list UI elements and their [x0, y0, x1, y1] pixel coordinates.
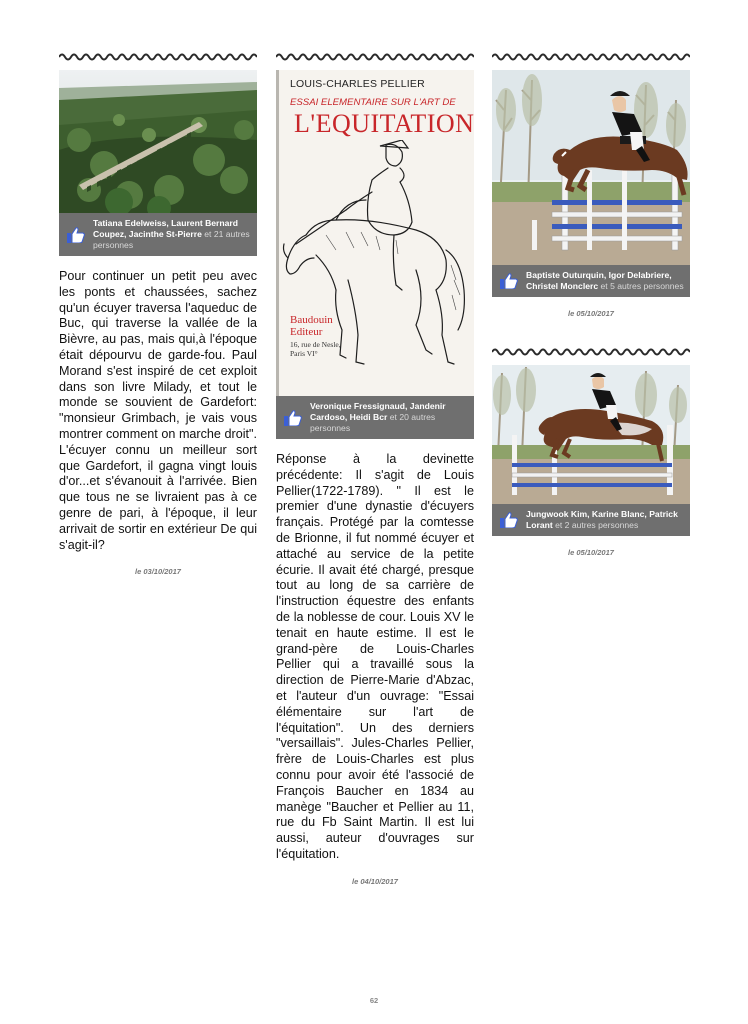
thumbs-up-icon[interactable]: [284, 410, 302, 426]
wave-divider: [492, 347, 690, 357]
likes-bar: [276, 396, 474, 439]
show-jumping-photo: [492, 70, 690, 265]
post-date: le 05/10/2017: [568, 309, 614, 318]
likes-more[interactable]: et 21 autres personnes: [93, 229, 250, 250]
likes-more[interactable]: et 5 autres personnes: [598, 281, 684, 291]
thumbs-up-icon[interactable]: [500, 273, 518, 289]
likes-more[interactable]: et 20 autres personnes: [310, 412, 436, 433]
likes-bar: [492, 504, 690, 536]
post-date: le 04/10/2017: [352, 876, 398, 886]
post-text: Pour continuer un petit peu avec les ponts et chaussées, sachez qu'un écuyer traversa l'aqueduc de Buc, qui traverse la vallée de la Bièvre, au pas, mais qui,à l'époque était dépourvu de garde-fou. Paul Morand s'est inspiré de cet exploit dans son livre Milady, et tout le monde se souvient de Gardefort: "monsieur Grimbach, je vais vous montrer comment on marche droit". L'écuyer connu un meilleur sort que Gardefort, il gagna vingt louis d'or...et s'évanouit à l'arrivée. Bien que tous ne se livraient pas à ce genre de pari, à l'époque, il leur arrivait de sortir en extérieur De qui s'agit-il?: [59, 269, 257, 552]
show-jumping-photo-2: [492, 365, 690, 504]
thumbs-up-icon[interactable]: [67, 227, 85, 243]
book-title: L'EQUITATION: [294, 109, 474, 138]
book-cover-photo: [276, 70, 474, 396]
book-subtitle: ESSAI ELEMENTAIRE SUR L'ART DE: [290, 97, 456, 108]
likes-more[interactable]: et 2 autres personnes: [552, 520, 639, 530]
post-text: Réponse à la devinette précédente: Il s'agit de Louis Pellier(1722-1789). " Il est le premier d'une dynastie d'écuyers français. Protégé par la comtesse de Brionne, il fut nommé écuyer et attaché au service de la petite écurie. Il avait été chargé, presque tout au long de sa carrière de l'instruction équestre des enfants de la noblesse de cour. Louis XV le tenait en haute estime. Il est le grand-père de Louis-Charles Pellier qui a travaillé sous la direction de Pierre-Marie d'Abzac, et l'auteur d'un ouvrage: "Essai élémentaire sur l'art de l'équitation". Un des derniers "versaillais". Jules-Charles Pellier, frère de Louis-Charles est plus connu pour avoir été l'associé de François Baucher en 1834 au manège "Baucher et Pellier au 11, rue du Fb Saint Martin. Il est lui aussi, auteur d'ouvrages sur l'équitation.: [276, 452, 474, 861]
wave-divider: [492, 52, 690, 62]
likes-names: Veronique Fressignaud, Jandenir Cardoso, Heidi Bcr: [310, 401, 446, 422]
likes-names: Tatiana Edelweiss, Laurent Bernard Coupez, Jacinthe St-Pierre: [93, 218, 239, 239]
wave-divider: [59, 52, 257, 62]
post-date: le 05/10/2017: [568, 548, 614, 557]
aqueduct-photo: [59, 70, 257, 213]
thumbs-up-icon[interactable]: [500, 512, 518, 528]
publisher-name: Baudouin Editeur: [290, 314, 333, 338]
post-column-2: [276, 52, 474, 886]
likes-bar: [59, 213, 257, 256]
likes-names: Baptiste Outurquin, Igor Delabriere, Christel Monclerc: [526, 270, 672, 291]
likes-names: Jungwook Kim, Karine Blanc, Patrick Lorant: [526, 509, 678, 530]
publisher-address: 16, rue de Nesle, Paris VI°: [290, 340, 341, 358]
book-author: LOUIS-CHARLES PELLIER: [290, 78, 425, 90]
post-date: le 03/10/2017: [135, 567, 181, 577]
wave-divider: [276, 52, 474, 62]
post-column-1: [59, 52, 257, 576]
likes-bar: [492, 265, 690, 297]
post-column-3: [492, 52, 690, 557]
page-number: 62: [369, 996, 379, 1005]
